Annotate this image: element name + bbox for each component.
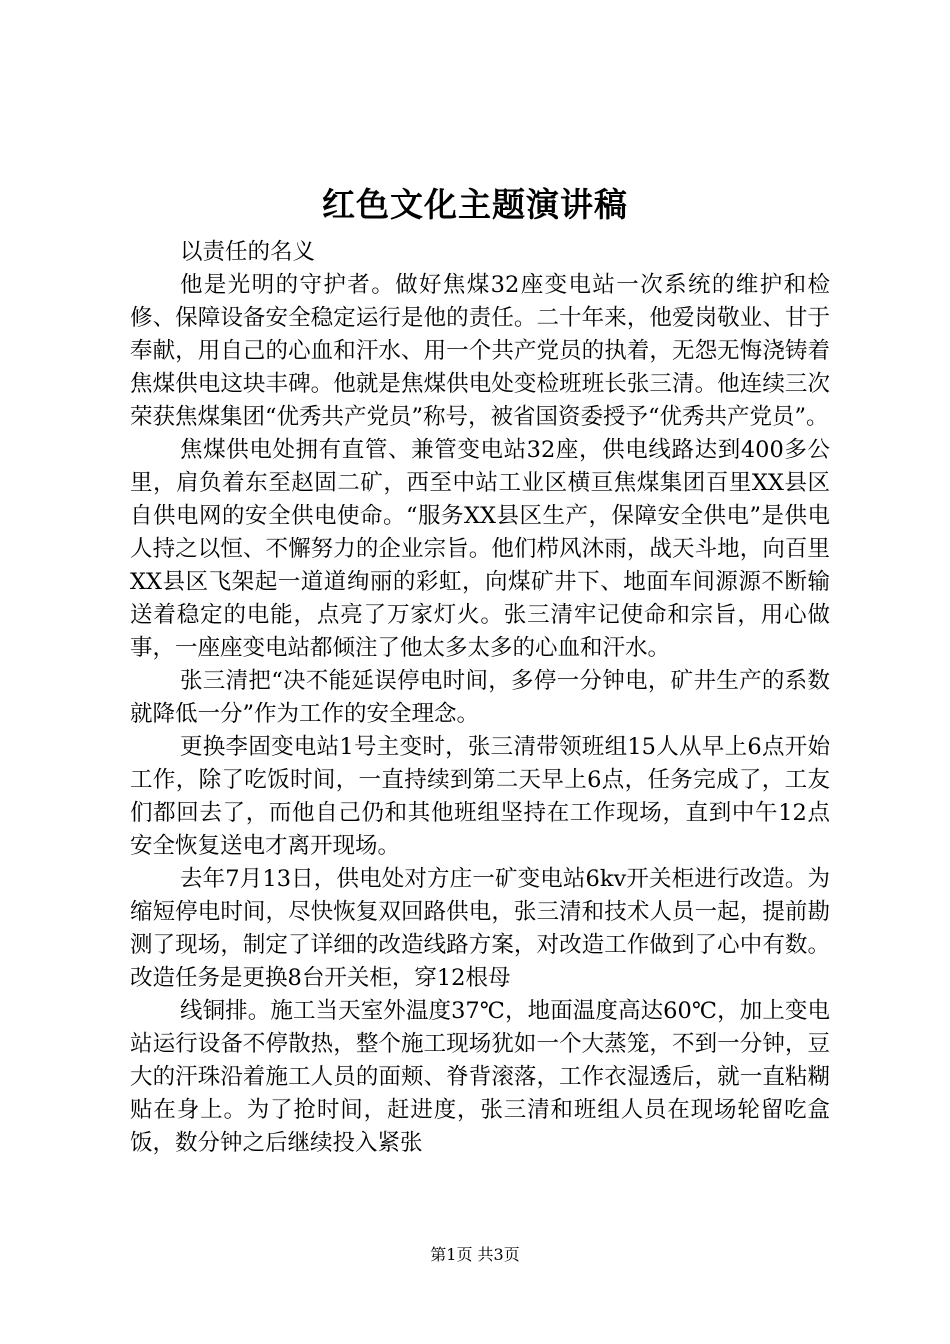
paragraph: 焦煤供电处拥有直管、兼管变电站32座，供电线路达到400多公里，肩负着东至赵固二矿，西至中站工业区横亘焦煤集团百里XX县区自供电网的安全供电使命。“服务XX县区生产，保障安全供电”是供电人持之以恒、不懈努力的企业宗旨。他们栉风沐雨，战天斗地，向百里XX县区飞架起一道道绚丽的彩虹，向煤矿井下、地面车间源源不断输送着稳定的电能，点亮了万家灯火。张三清牢记使命和宗旨，用心做事，一座座变电站都倾注了他太多太多的心血和汗水。 [130,437,830,661]
document-body [130,236,830,1160]
paragraph: 线铜排。施工当天室外温度37℃，地面温度高达60℃，加上变电站运行设备不停散热，整个施工现场犹如一个大蒸笼，不到一分钟，豆大的汗珠沿着施工人员的面颊、脊背滚落，工作衣湿透后，就一直粘糊贴在身上。为了抢时间，赶进度，张三清和班组人员在现场轮留吃盒饭，数分钟之后继续投入紧张 [130,998,830,1156]
paragraph: 去年7月13日，供电处对方庄一矿变电站6kv开关柜进行改造。为缩短停电时间，尽快恢复双回路供电，张三清和技术人员一起，提前勘测了现场，制定了详细的改造线路方案，对改造工作做到了心中有数。改造任务是更换8台开关柜，穿12根母 [130,866,830,991]
page-number-footer: 第1页 共3页 [430,1245,520,1264]
document-title: 红色文化主题演讲稿 [322,185,628,224]
section-heading: 以责任的名义 [180,239,316,265]
paragraph: 更换李固变电站1号主变时，张三清带领班组15人从早上6点开始工作，除了吃饭时间，一直持续到第二天早上6点，任务完成了，工友们都回去了，而他自己仍和其他班组坚持在工作现场，直到中午12点安全恢复送电才离开现场。 [130,734,830,859]
paragraph: 张三清把“决不能延误停电时间，多停一分钟电，矿井生产的系数就降低一分”作为工作的安全理念。 [130,668,830,727]
paragraph: 他是光明的守护者。做好焦煤32座变电站一次系统的维护和检修、保障设备安全稳定运行是他的责任。二十年来，他爱岗敬业、甘于奉献，用自己的心血和汗水、用一个共产党员的执着，无怨无悔浇铸着焦煤供电这块丰碑。他就是焦煤供电处变检班班长张三清。他连续三次荣获焦煤集团“优秀共产党员”称号，被省国资委授予“优秀共产党员”。 [130,272,830,430]
